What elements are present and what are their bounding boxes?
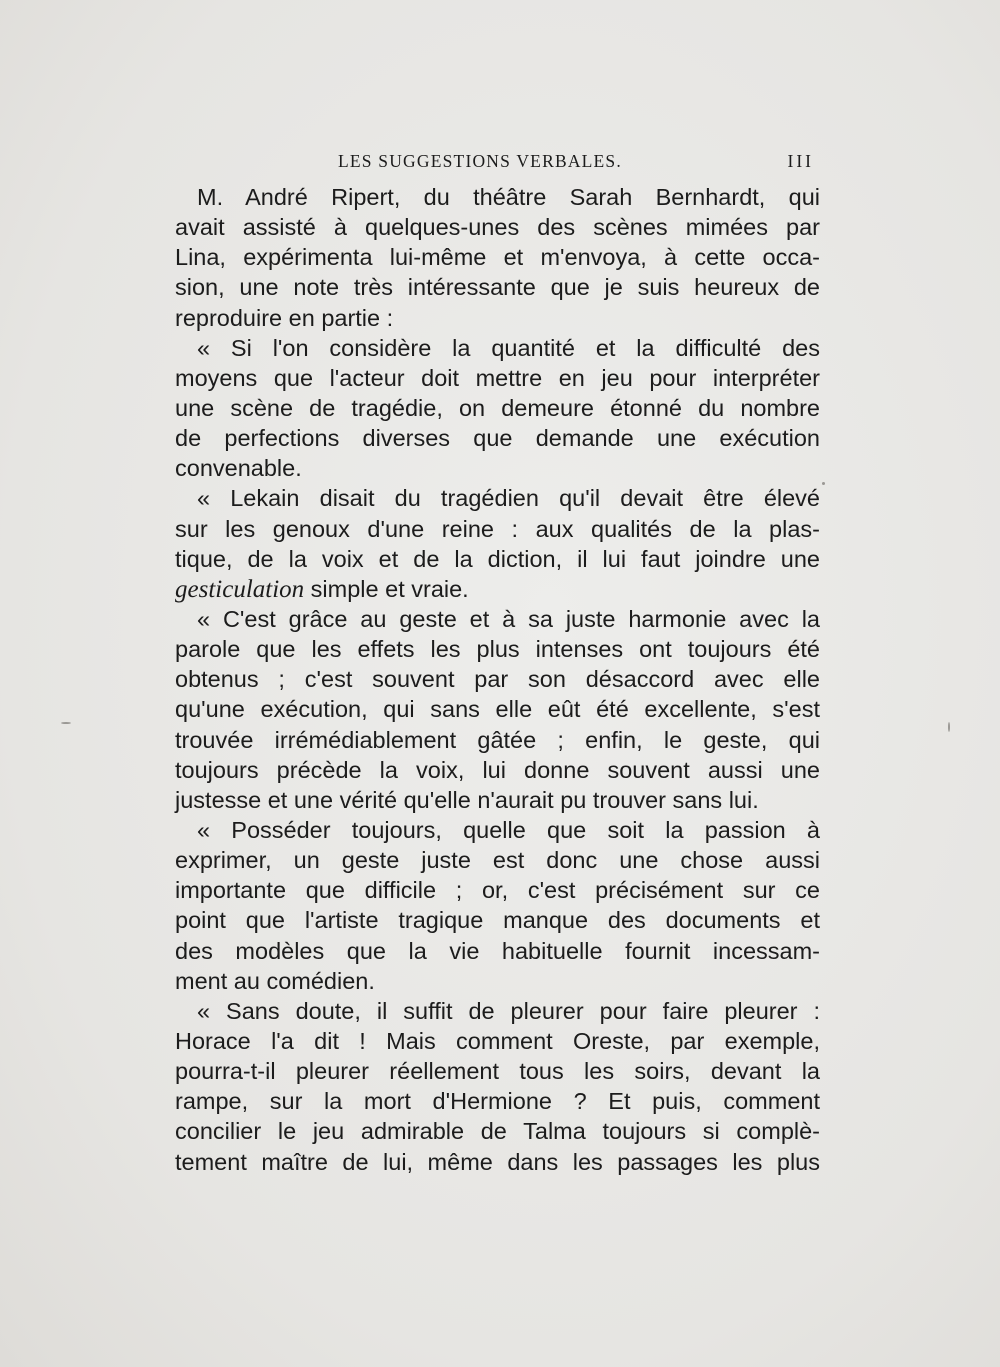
text-line: « Lekain disait du tragédien qu'il devait être élevé: [197, 485, 820, 512]
paper-speck: [948, 722, 950, 732]
text-line: des modèles que la vie habituelle fournit incessam-: [175, 937, 820, 964]
text-line: sur les genoux d'une reine : aux qualités de la plas-: [175, 515, 820, 542]
text-line: Lina, expérimenta lui-même et m'envoya, à cette occa-: [175, 244, 820, 271]
text-line: « Posséder toujours, quelle que soit la passion à: [197, 816, 820, 843]
text-line: convenable.: [175, 455, 302, 482]
text-line: ment au comédien.: [175, 967, 375, 994]
body-text: [175, 182, 820, 1177]
text-line: [175, 574, 820, 604]
text-line: importante que difficile ; or, c'est précisément sur ce: [175, 877, 820, 904]
text-line: point que l'artiste tragique manque des documents et: [175, 907, 820, 934]
text-line: de perfections diverses que demande une exécution: [175, 425, 820, 452]
line-text: simple et vraie.: [304, 575, 469, 602]
text-line: tement maître de lui, même dans les passages les plus: [175, 1148, 820, 1175]
text-line: M. André Ripert, du théâtre Sarah Bernhardt, qui: [197, 184, 820, 210]
text-line: avait assisté à quelques-unes des scènes mimées par: [175, 214, 820, 241]
text-line: qu'une exécution, qui sans elle eût été excellente, s'est: [175, 696, 820, 723]
chapter-title: LES SUGGESTIONS VERBALES.: [338, 151, 622, 171]
text-line: rampe, sur la mort d'Hermione ? Et puis, comment: [175, 1088, 820, 1115]
text-line: concilier le jeu admirable de Talma toujours si complè-: [175, 1118, 820, 1145]
text-line: Horace l'a dit ! Mais comment Oreste, par exemple,: [175, 1027, 820, 1054]
text-line: parole que les effets les plus intenses ont toujours été: [175, 636, 820, 663]
text-line: toujours précède la voix, lui donne souvent aussi une: [175, 756, 820, 783]
running-head: [175, 151, 820, 175]
text-line: une scène de tragédie, on demeure étonné du nombre: [175, 394, 820, 421]
text-line: « C'est grâce au geste et à sa juste harmonie avec la: [197, 605, 820, 632]
page-number: III: [787, 151, 814, 171]
text-line: « Sans doute, il suffit de pleurer pour faire pleurer :: [197, 997, 820, 1024]
text-line: reproduire en partie :: [175, 304, 394, 331]
text-line: sion, une note très intéressante que je suis heureux de: [175, 274, 820, 301]
text-line: trouvée irrémédiablement gâtée ; enfin, le geste, qui: [175, 726, 820, 753]
paper-speck: [822, 482, 825, 485]
text-line: pourra-t-il pleurer réellement tous les soirs, devant la: [175, 1058, 820, 1085]
text-line: obtenus ; c'est souvent par son désaccord avec elle: [175, 666, 820, 693]
text-line: justesse et une vérité qu'elle n'aurait pu trouver sans lui.: [175, 786, 759, 813]
paper-speck: [61, 722, 71, 724]
text-line: tique, de la voix et de la diction, il lui faut joindre une: [175, 545, 820, 572]
text-line: « Si l'on considère la quantité et la difficulté des: [197, 334, 820, 361]
italic-word: gesticulation: [175, 575, 305, 603]
text-line: moyens que l'acteur doit mettre en jeu pour interpréter: [175, 364, 820, 391]
text-line: exprimer, un geste juste est donc une chose aussi: [175, 847, 820, 874]
